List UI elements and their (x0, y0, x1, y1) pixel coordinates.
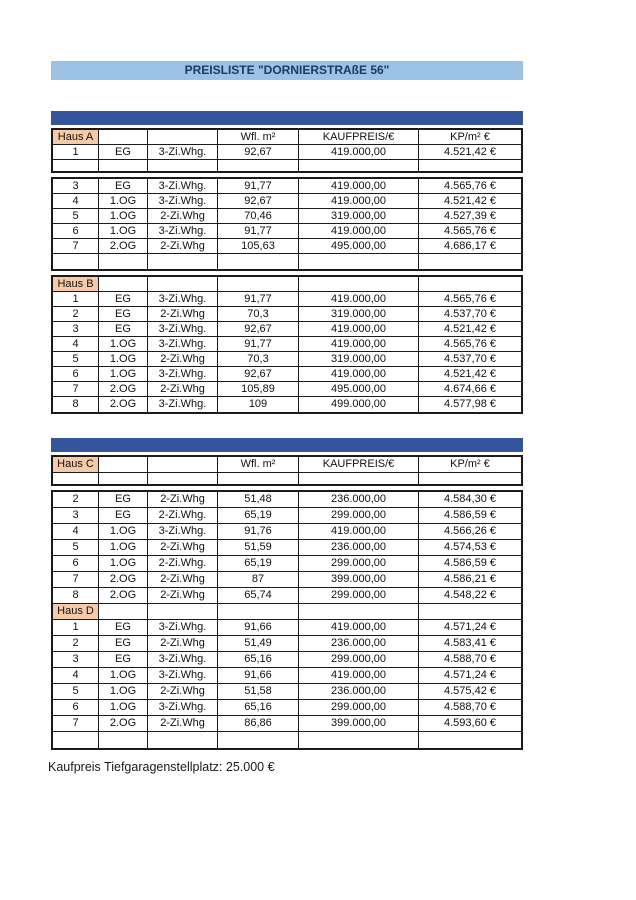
table-cell: 2-Zi.Whg. (148, 556, 218, 571)
table-cell (99, 473, 148, 484)
table-cell (148, 160, 218, 171)
table-cell: KP/m² € (450, 130, 490, 143)
table-cell (148, 732, 218, 748)
table-cell: 3-Zi.Whg. (148, 224, 218, 238)
table-top-bar (51, 438, 523, 452)
table-cell (419, 277, 521, 291)
table-cell: 495.000,00 (299, 382, 419, 396)
table-cell: 2.OG (99, 572, 148, 587)
table-row (53, 352, 521, 367)
table-cell: EG (99, 652, 148, 667)
table-cell: 299.000,00 (299, 508, 419, 523)
table-cell (419, 254, 521, 269)
table-row (53, 145, 521, 160)
table-cell: 6 (53, 367, 99, 381)
table-cell: 65,74 (218, 588, 299, 603)
header-row (53, 130, 521, 145)
table-cell: 4.521,42 € (444, 322, 496, 335)
table-cell: 419.000,00 (299, 292, 419, 306)
table-cell: 2.OG (99, 716, 148, 731)
table-cell: 92,67 (218, 145, 299, 159)
table-cell: 8 (53, 588, 99, 603)
table-cell (99, 604, 148, 619)
table-cell: 91,66 (218, 620, 299, 635)
table-cell: 1.OG (99, 352, 148, 366)
table-cell: 3 (53, 508, 99, 523)
table-row (53, 322, 521, 337)
table-block (51, 128, 523, 173)
table-cell: 1.OG (99, 337, 148, 351)
table-cell: 3-Zi.Whg. (148, 179, 218, 193)
table-row (53, 382, 521, 397)
table-cell: 91,77 (218, 224, 299, 238)
table-cell: 91,77 (218, 179, 299, 193)
table-cell: 4.577,98 € (444, 398, 496, 410)
table-cell: 8 (53, 397, 99, 412)
table-cell: 5 (53, 352, 99, 366)
table-cell: EG (99, 620, 148, 635)
table-cell: 4.584,30 € (444, 493, 496, 505)
table-cell: 3-Zi.Whg. (148, 337, 218, 351)
table-cell: 236.000,00 (299, 636, 419, 651)
table-cell: 4.588,70 € (444, 653, 496, 665)
table-cell: 319.000,00 (299, 352, 419, 366)
table-cell (99, 277, 148, 291)
table-cell: 6 (53, 700, 99, 715)
table-cell: EG (99, 492, 148, 507)
table-cell: 495.000,00 (299, 239, 419, 253)
table-cell: 4.575,42 € (444, 685, 496, 697)
table-cell: 70,3 (218, 307, 299, 321)
table-cell: 2-Zi.Whg (148, 209, 218, 223)
table-cell: 51,59 (218, 540, 299, 555)
table-row (53, 292, 521, 307)
table-row (53, 194, 521, 209)
haus-row (53, 604, 521, 620)
table-cell: 3-Zi.Whg. (148, 524, 218, 539)
table-cell (419, 604, 521, 619)
table-cell: 92,67 (218, 367, 299, 381)
table-cell: 5 (53, 209, 99, 223)
table-cell: 1.OG (99, 700, 148, 715)
table-cell: 319.000,00 (299, 209, 419, 223)
table-cell: 3-Zi.Whg. (148, 367, 218, 381)
table-cell: 1.OG (99, 668, 148, 683)
table-cell: 3-Zi.Whg. (148, 700, 218, 715)
table-row (53, 620, 521, 636)
table-cell (99, 732, 148, 748)
table-block (51, 177, 523, 271)
table-cell: KP/m² € (450, 458, 490, 470)
table-row (53, 337, 521, 352)
table-cell: 4.586,21 € (444, 573, 496, 585)
table-cell: 2-Zi.Whg (148, 382, 218, 396)
empty-short-row (53, 160, 521, 171)
table-cell: 4.565,76 € (444, 224, 496, 237)
table-cell: EG (99, 292, 148, 306)
table-cell: 3-Zi.Whg. (148, 322, 218, 336)
table-cell: 2-Zi.Whg (148, 352, 218, 366)
table-cell: 2-Zi.Whg (148, 588, 218, 603)
table-cell (299, 160, 419, 171)
table-cell: 4.565,76 € (444, 179, 496, 192)
table-cell (218, 254, 299, 269)
table-cell (299, 604, 419, 619)
table-cell: 2 (53, 307, 99, 321)
table-cell: 92,67 (218, 194, 299, 208)
table-row (53, 636, 521, 652)
table-cell: 4.571,24 € (444, 669, 496, 681)
table-row (53, 367, 521, 382)
table-cell (299, 732, 419, 748)
table-cell: 299.000,00 (299, 700, 419, 715)
table-cell (99, 254, 148, 269)
table-row (53, 700, 521, 716)
table-cell: 6 (53, 224, 99, 238)
table-cell: 2.OG (99, 382, 148, 396)
table-cell: 51,49 (218, 636, 299, 651)
table-cell: 6 (53, 556, 99, 571)
table-cell: 399.000,00 (299, 572, 419, 587)
table-row (53, 397, 521, 412)
table-cell (99, 130, 148, 144)
footer-note: Kaufpreis Tiefgaragenstellplatz: 25.000 € (48, 760, 275, 774)
table-cell: KAUFPREIS/€ (299, 130, 419, 144)
table-cell: 419.000,00 (299, 620, 419, 635)
table-cell: 4.521,42 € (444, 367, 496, 380)
table-cell: 4.566,26 € (444, 525, 496, 537)
table-cell: EG (99, 322, 148, 336)
table-cell: 4 (53, 524, 99, 539)
table-cell: 299.000,00 (299, 556, 419, 571)
table-row (53, 209, 521, 224)
table-cell (53, 254, 99, 269)
table-cell: 4.565,76 € (444, 292, 496, 305)
table-cell: 2 (53, 636, 99, 651)
table-cell: 4.588,70 € (444, 701, 496, 713)
table-cell: 4.586,59 € (444, 509, 496, 521)
price-table-haus-a-b (51, 111, 523, 414)
table-cell: 1.OG (99, 224, 148, 238)
table-cell (53, 160, 99, 171)
table-cell: 419.000,00 (299, 367, 419, 381)
table-row (53, 588, 521, 604)
table-cell: 87 (218, 572, 299, 587)
table-row (53, 540, 521, 556)
table-cell: 4.521,42 € (444, 145, 496, 158)
price-table-haus-c-d (51, 438, 523, 750)
table-cell: 419.000,00 (299, 524, 419, 539)
table-cell (419, 732, 521, 748)
table-row (53, 524, 521, 540)
table-cell (218, 473, 299, 484)
table-cell: 2.OG (99, 239, 148, 253)
table-cell: 1.OG (99, 556, 148, 571)
table-cell: 3-Zi.Whg. (148, 652, 218, 667)
table-cell: 3-Zi.Whg. (148, 668, 218, 683)
table-row (53, 668, 521, 684)
table-cell: 70,3 (218, 352, 299, 366)
table-cell: 65,16 (218, 700, 299, 715)
table-cell (99, 457, 148, 472)
table-cell: 65,19 (218, 556, 299, 571)
table-cell: 3 (53, 652, 99, 667)
table-cell (148, 604, 218, 619)
table-cell: 419.000,00 (299, 322, 419, 336)
table-row (53, 556, 521, 572)
table-cell: 51,48 (218, 492, 299, 507)
table-cell: 91,76 (218, 524, 299, 539)
table-cell: 51,58 (218, 684, 299, 699)
table-cell: EG (99, 179, 148, 193)
table-cell: 4.537,70 € (444, 352, 496, 365)
table-row (53, 179, 521, 194)
table-cell: 3-Zi.Whg. (148, 620, 218, 635)
table-cell: 91,77 (218, 292, 299, 306)
table-cell: 419.000,00 (299, 179, 419, 193)
table-cell: 299.000,00 (299, 588, 419, 603)
table-cell (99, 160, 148, 171)
table-cell: 2-Zi.Whg (148, 716, 218, 731)
page-title: PREISLISTE "DORNIERSTRAßE 56" (51, 61, 523, 80)
table-cell: 4.583,41 € (444, 637, 496, 649)
table-block (51, 275, 523, 414)
table-cell: EG (99, 636, 148, 651)
table-cell: 7 (53, 716, 99, 731)
haus-label-cell: Haus A (53, 130, 99, 144)
table-row (53, 224, 521, 239)
table-cell: 4 (53, 668, 99, 683)
table-cell: 1 (53, 620, 99, 635)
table-cell: 65,19 (218, 508, 299, 523)
table-cell: 7 (53, 572, 99, 587)
table-block (51, 455, 523, 486)
haus-label-cell: Haus C (53, 457, 99, 472)
table-cell: 91,66 (218, 668, 299, 683)
table-cell: 105,89 (218, 382, 299, 396)
table-cell: 299.000,00 (299, 652, 419, 667)
table-cell: 3-Zi.Whg. (148, 145, 218, 159)
table-cell: 7 (53, 239, 99, 253)
table-cell: 2-Zi.Whg (148, 572, 218, 587)
table-cell: Wfl. m² (218, 457, 299, 472)
table-cell: 2-Zi.Whg (148, 239, 218, 253)
table-cell: 4.686,17 € (444, 239, 496, 252)
table-cell (218, 604, 299, 619)
table-cell: 1.OG (99, 194, 148, 208)
table-cell: 4 (53, 194, 99, 208)
table-cell: 3-Zi.Whg. (148, 194, 218, 208)
table-cell (148, 473, 218, 484)
table-cell: 4.674,66 € (444, 382, 496, 395)
table-cell: 419.000,00 (299, 224, 419, 238)
table-cell: 419.000,00 (299, 194, 419, 208)
table-row (53, 572, 521, 588)
table-cell: 236.000,00 (299, 492, 419, 507)
table-cell: 399.000,00 (299, 716, 419, 731)
table-cell: 2-Zi.Whg (148, 540, 218, 555)
table-cell: 2.OG (99, 588, 148, 603)
table-cell (148, 457, 218, 472)
table-cell: 4.565,76 € (444, 337, 496, 350)
table-cell: 419.000,00 (299, 337, 419, 351)
table-cell (53, 732, 99, 748)
table-cell: 236.000,00 (299, 684, 419, 699)
table-row (53, 307, 521, 322)
table-cell (419, 473, 521, 484)
table-row (53, 508, 521, 524)
table-cell: 4.537,70 € (444, 307, 496, 320)
empty-row (53, 732, 521, 748)
table-cell: EG (99, 508, 148, 523)
table-cell: 419.000,00 (299, 145, 419, 159)
haus-label-cell: Haus D (53, 604, 99, 619)
empty-short-row (53, 473, 521, 484)
table-cell: 2-Zi.Whg (148, 492, 218, 507)
table-row (53, 239, 521, 254)
table-cell (218, 732, 299, 748)
table-block (51, 490, 523, 750)
table-cell: 7 (53, 382, 99, 396)
table-cell: 1.OG (99, 540, 148, 555)
table-cell: 4.593,60 € (444, 717, 496, 729)
table-cell: 65,16 (218, 652, 299, 667)
table-cell: 4.586,59 € (444, 557, 496, 569)
table-cell: 2-Zi.Whg (148, 636, 218, 651)
table-row (53, 684, 521, 700)
table-cell: 319.000,00 (299, 307, 419, 321)
table-cell: 4.548,22 € (444, 589, 496, 601)
table-cell: 1.OG (99, 367, 148, 381)
table-cell (218, 277, 299, 291)
table-cell: Wfl. m² (218, 130, 299, 144)
header-row (53, 457, 521, 473)
table-cell: 1.OG (99, 684, 148, 699)
table-cell (299, 277, 419, 291)
haus-row (53, 277, 521, 292)
table-cell (218, 160, 299, 171)
table-cell: 92,67 (218, 322, 299, 336)
table-cell: EG (99, 307, 148, 321)
table-cell: 109 (218, 397, 299, 412)
table-cell: 1.OG (99, 524, 148, 539)
table-cell: 2 (53, 492, 99, 507)
table-cell: 4.571,24 € (444, 621, 496, 633)
table-cell (148, 277, 218, 291)
table-cell: 5 (53, 540, 99, 555)
table-cell: 70,46 (218, 209, 299, 223)
table-cell: 499.000,00 (299, 397, 419, 412)
table-row (53, 492, 521, 508)
empty-row (53, 254, 521, 269)
table-cell: 4 (53, 337, 99, 351)
table-cell (148, 254, 218, 269)
table-cell: 236.000,00 (299, 540, 419, 555)
table-cell: 3-Zi.Whg. (148, 292, 218, 306)
table-cell (148, 130, 218, 144)
table-cell: 4.521,42 € (444, 194, 496, 207)
table-cell: 4.574,53 € (444, 541, 496, 553)
table-cell: EG (99, 145, 148, 159)
table-cell: 2-Zi.Whg (148, 307, 218, 321)
table-cell: 1 (53, 145, 99, 159)
table-cell (419, 160, 521, 171)
table-cell: 419.000,00 (299, 668, 419, 683)
table-row (53, 652, 521, 668)
table-cell: 3 (53, 179, 99, 193)
table-top-bar (51, 111, 523, 125)
table-cell: KAUFPREIS/€ (299, 457, 419, 472)
table-cell: 1 (53, 292, 99, 306)
table-cell: 2.OG (99, 397, 148, 412)
table-cell: 1.OG (99, 209, 148, 223)
table-cell (299, 473, 419, 484)
table-cell: 3 (53, 322, 99, 336)
haus-label-cell: Haus B (53, 277, 99, 291)
table-cell: 91,77 (218, 337, 299, 351)
table-cell: 4.527,39 € (444, 209, 496, 222)
table-row (53, 716, 521, 732)
table-cell: 3-Zi.Whg. (148, 397, 218, 412)
table-cell: 86,86 (218, 716, 299, 731)
table-cell: 105,63 (218, 239, 299, 253)
table-cell (53, 473, 99, 484)
table-cell: 2-Zi.Whg. (148, 508, 218, 523)
table-cell: 5 (53, 684, 99, 699)
table-cell: 2-Zi.Whg (148, 684, 218, 699)
table-cell (299, 254, 419, 269)
